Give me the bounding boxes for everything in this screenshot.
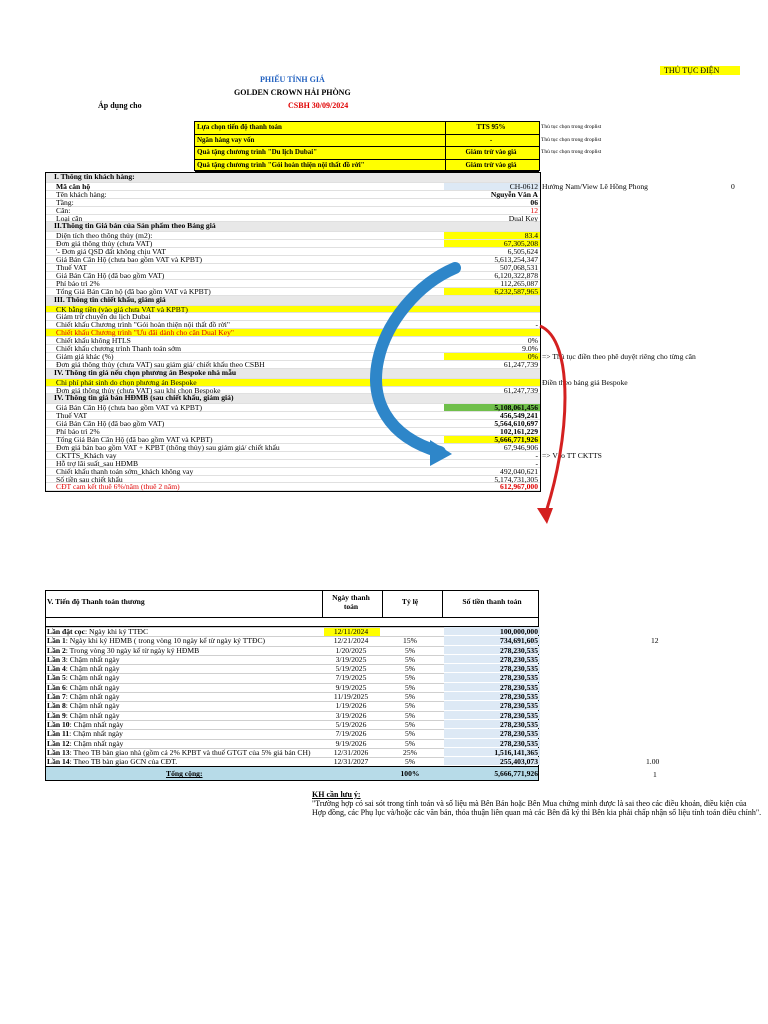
row-label: Giảm giá khác (%) [56,351,114,361]
schedule-row-date: 1/19/2026 [335,701,367,711]
schedule-row-side: 12 [651,636,659,646]
row-label: Tên khách hàng: [56,189,107,199]
schedule-row-pct: 5% [404,692,416,702]
section-title: I. Thông tin khách hàng: [54,172,135,181]
schedule-row-date: 7/19/2025 [335,673,367,683]
row-value: 507,068,531 [500,263,538,273]
row-label: Thuế VAT [56,411,88,421]
schedule-row-date: 7/19/2026 [335,729,367,739]
schedule-row-pct: 15% [403,636,417,646]
row-label: Chiết khấu thanh toán sớm_khách không vay [56,466,194,476]
row-label: Chiết khấu Chương trình "Ưu đãi dành cho căn Dual Key" [56,328,234,338]
total-side: 1 [653,770,657,780]
blue-arrow [376,268,455,452]
apply-value: CSBH 30/09/2024 [288,101,349,110]
schedule-row-date: 9/19/2026 [335,738,367,748]
option-label: Lựa chọn tiến độ thanh toán [197,123,282,131]
sheet-title: PHIẾU TÍNH GIÁ [260,75,325,84]
schedule-row-pct: 5% [404,701,416,711]
row-value: 5,174,731,305 [494,474,538,484]
row-label: Đơn giá bán bao gồm VAT + KPBT (thông thủy) sau giảm giá/ chiết khấu [56,442,280,452]
option-note: Thủ tục chọn trong droplist [541,149,602,155]
schedule-row-date: 3/19/2025 [335,654,367,664]
row-label: Giảm trừ chuyến du lịch Dubai [56,312,151,322]
schedule-row-pct: 5% [404,757,416,767]
row-value: 6,232,587,965 [494,286,538,296]
row-value: CH-0612 [509,182,538,191]
schedule-row-name: Lần 2 [47,645,66,655]
row-label: CKTTS_Khách vay [56,450,117,460]
schedule-row-amount: 278,230,535 [500,738,538,748]
option-label: Quà tặng chương trình "Gói hoàn thiện nội thất đồ rời" [197,160,365,169]
row-value: 0% [527,336,538,346]
option-note: Thủ tục chọn trong droplist [541,124,602,130]
schedule-row-date: 1/20/2025 [335,645,367,655]
schedule-row-amount: 278,230,535 [500,645,538,655]
section-title: IV. Thông tin giá nếu chọn phương án Bespoke nhà mẫu [54,367,237,377]
schedule-row-name: Lần 4 [47,664,66,674]
apply-label: Áp dụng cho [98,101,142,110]
schedule-row-pct: 5% [404,719,416,729]
note-title: KH cần lưu ý: [312,790,361,799]
row-value: 9.0% [522,344,538,354]
row-side-note: => Vào TT CKTTS [542,450,602,460]
schedule-row-name: Lần 7 [47,692,66,702]
row-label: Đơn giá thông thủy (chưa VAT) [56,239,153,249]
schedule-row-name: Lần 3 [47,654,66,664]
row-label: Giá Bán Căn Hộ (chưa bao gồm VAT và KPBT) [56,255,203,265]
schedule-row-desc: : Chậm nhất ngày [69,729,123,739]
row-label: Mã căn hộ [56,182,91,191]
row-label: Phí bảo trì 2% [56,278,100,288]
schedule-row-date: 12/11/2024 [333,627,369,636]
row-label: CK bằng tiền (vào giá chưa VAT và KPBT) [56,304,188,314]
row-value: Nguyễn Văn A [490,189,538,199]
schedule-row-amount: 1,516,141,365 [494,747,538,757]
row-value: 5,108,061,456 [494,403,538,413]
schedule-head-pct: Tỷ lệ [401,597,419,606]
blue-arrow-head [430,440,452,466]
schedule-row-date: 5/19/2026 [335,719,367,729]
schedule-row-amount: 255,403,073 [500,757,538,767]
schedule-row-pct: 5% [404,729,416,739]
schedule-row-desc: : Chậm nhất ngày [69,719,124,729]
row-label: Tổng Giá Bán Căn Hộ (đã bao gồm VAT và KPBT) [56,435,213,445]
schedule-row-amount: 278,230,535 [500,719,538,729]
row-label: Hỗ trợ lãi suất_sau HĐMB [56,458,139,468]
schedule-row-name: Lần 10 [47,719,70,729]
schedule-row-pct: 5% [404,738,416,748]
schedule-title: V. Tiến độ Thanh toán thương [47,597,145,606]
schedule-row-side: 1.00 [646,757,660,767]
row-label: Chi phí phát sinh do chọn phương án Bespoke [56,377,197,387]
schedule-row-desc: : Chậm nhất ngày [65,710,120,720]
schedule-row-date: 12/31/2026 [333,747,369,757]
row-label: Số tiền sau chiết khấu [56,474,123,484]
schedule-row-date: 12/31/2027 [333,757,369,767]
schedule-row-desc: : Trong vòng 30 ngày kể từ ngày ký HĐMB [65,645,200,655]
schedule-row-date: 5/19/2025 [335,664,367,674]
schedule-row-desc: : Ngày khi ký TTĐC [84,627,149,636]
row-value: 102,161,229 [500,427,538,437]
corner-label: THỦ TỤC ĐIỆN [660,66,740,75]
row-side-note: Hướng Nam/View Lê Hồng Phong [542,182,648,191]
schedule-row-name: Lần 6 [47,682,66,692]
row-value: 83.4 [524,231,538,241]
row-label: Giá Bán Căn Hộ (đã bao gồm VAT) [56,270,165,280]
row-value: 612,967,000 [500,482,538,492]
row-label: Đơn giá thông thủy (chưa VAT) sau khi chọn Bespoke [56,385,221,395]
schedule-row-pct: 5% [404,654,416,664]
row-value: - [535,450,538,460]
schedule-row-pct: 5% [404,645,416,655]
row-side-num: 0 [731,182,735,191]
row-value: - [535,458,538,468]
schedule-row-name: Lần đặt cọc [47,627,85,636]
schedule-row-name: Lần 5 [47,673,66,683]
schedule-row-desc: : Chậm nhất ngày [65,682,120,692]
schedule-row-name: Lần 1 [47,636,66,646]
section-title: IV. Thông tin giá bán HĐMB (sau chiết khấu, giảm giá) [54,393,234,403]
schedule-row-desc: : Theo TB bàn giao GCN của CĐT. [69,757,178,767]
schedule-row-pct: 25% [403,747,417,757]
schedule-row-amount: 278,230,535 [500,673,538,683]
schedule-row-pct: 5% [404,673,416,683]
schedule-row-amount: 278,230,535 [500,664,538,674]
schedule-row-date: 9/19/2025 [335,682,367,692]
row-label: Đơn giá thông thủy (chưa VAT) sau giảm giá/ chiết khấu theo CSBH [56,359,265,369]
section-title: III. Thông tin chiết khấu, giảm giá [54,294,166,304]
schedule-row-amount: 278,230,535 [500,710,538,720]
row-label: Thuế VAT [56,263,88,273]
schedule-row-date: 12/21/2024 [333,636,369,646]
schedule-row-desc: : Chậm nhất ngày [65,692,120,702]
row-label: CĐT cam kết thuê 6%/năm (thuê 2 năm) [56,482,180,492]
row-value: 6,120,322,878 [494,270,538,280]
schedule-row-desc: : Chậm nhất ngày [65,673,120,683]
row-value: 112,265,087 [500,278,538,288]
project-name: GOLDEN CROWN HẢI PHÒNG [234,88,351,97]
row-label: Giá Bán Căn Hộ (đã bao gồm VAT) [56,419,165,429]
row-value: 6,505,624 [507,247,538,257]
schedule-row-desc: : Ngày khi ký HĐMB ( trong vòng 10 ngày kể từ ngày ký TTĐC) [65,636,266,646]
row-label: Căn: [56,205,71,215]
schedule-row-name: Lần 12 [47,738,70,748]
schedule-row-pct: 5% [404,710,416,720]
row-label: Chiết khấu chương trình Thanh toán sớm [56,344,182,354]
row-label: Phí bảo trì 2% [56,427,100,437]
row-value: 0% [527,351,538,361]
schedule-row-amount: 100,000,000 [500,627,538,636]
total-label: Tổng cộng: [166,769,203,779]
row-label: Tổng Giá Bán Căn hộ (đã bao gồm VAT và KPBT) [56,286,211,296]
schedule-row-name: Lần 9 [47,710,66,720]
option-value: TTS 95% [476,123,506,131]
row-value: 61,247,739 [503,359,538,369]
schedule-row-name: Lần 11 [47,729,70,739]
row-label: Tầng: [56,197,74,207]
row-label: Loại căn [56,213,83,223]
schedule-row-amount: 278,230,535 [500,692,538,702]
row-value: 61,247,739 [503,385,538,395]
schedule-head-amount: Số tiền thanh toán [462,597,522,606]
row-value: 67,946,906 [503,442,538,452]
option-value: Giảm trừ vào giá [465,160,517,169]
row-label: Chiết khấu không HTLS [56,336,131,346]
schedule-row-name: Lần 13 [47,747,70,757]
option-label: Ngân hàng vay vốn [197,135,255,144]
red-arrow-head [537,508,553,524]
row-label: Chiết khấu Chương trình "Gói hoàn thiện nội thất đồ rời" [56,320,230,330]
row-value: 492,040,621 [500,466,538,476]
section-title: II.Thông tin Giá bán của Sản phẩm theo Bảng giá [54,221,216,231]
schedule-row-amount: 278,230,535 [500,729,538,739]
schedule-row-desc: : Chậm nhất ngày [65,654,120,664]
row-value: 12 [530,205,538,215]
option-value: - [489,135,493,144]
schedule-row-desc: : Chậm nhất ngày [65,664,120,674]
row-value: 5,613,254,347 [494,255,538,265]
schedule-row-pct: 5% [404,664,416,674]
row-value: 456,549,241 [500,411,538,421]
schedule-row-amount: 278,230,535 [500,701,538,711]
schedule-row-pct: 5% [404,682,416,692]
schedule-row-amount: 734,691,605 [500,636,538,646]
row-value: 5,564,610,697 [494,419,538,429]
schedule-head-date: Ngày thanh toán [332,593,370,611]
schedule-row-name: Lần 14 [47,757,70,767]
total-pct: 100% [400,769,420,779]
total-amount: 5,666,771,926 [494,769,538,779]
row-value: Dual Key [508,213,538,223]
option-value: Giảm trừ vào giá [465,148,517,156]
schedule-row-amount: 278,230,535 [500,682,538,692]
schedule-row-name: Lần 8 [47,701,66,711]
schedule-row-amount: 278,230,535 [500,654,538,664]
row-label: Giá Bán Căn Hộ (chưa bao gồm VAT và KPBT) [56,403,203,413]
row-value: 5,666,771,926 [494,435,538,445]
option-note: Thủ tục chọn trong droplist [541,136,602,143]
red-arrow [540,326,565,515]
row-side-note: Điền theo bảng giá Bespoke [542,377,628,387]
row-side-note: => Thủ tục điền theo phê duyệt riêng cho từng căn [542,351,696,361]
row-label: Diện tích theo thông thủy (m2): [56,231,153,241]
schedule-row-date: 11/19/2025 [333,692,369,702]
note-text: "Trường hợp có sai sót trong tính toán và số liệu mà Bên Bán hoặc Bên Mua chứng minh được là sai theo các điều khoản, điều kiện của Hợp đồng, các Phụ lục và/hoặc các văn bản, thỏa thuận liên quan mà các Bên đã ký thì Bên kia phải chấp nhận số liệu tính toán điều chỉnh". [312,799,762,817]
row-value: 06 [530,197,538,207]
option-label: Quà tặng chương trình "Du lịch Dubai" [197,148,318,156]
schedule-row-date: 3/19/2026 [335,710,367,720]
row-label: '- Đơn giá QSD đất không chịu VAT [56,247,166,257]
row-value: 67,305,208 [503,239,538,249]
schedule-row-desc: : Chậm nhất ngày [69,738,124,748]
schedule-row-desc: : Theo TB bàn giao nhà (gồm cả 2% KPBT và thuế GTGT của 5% giá bán CH) [69,747,311,757]
row-value: - [535,320,538,330]
schedule-row-desc: : Chậm nhất ngày [65,701,120,711]
